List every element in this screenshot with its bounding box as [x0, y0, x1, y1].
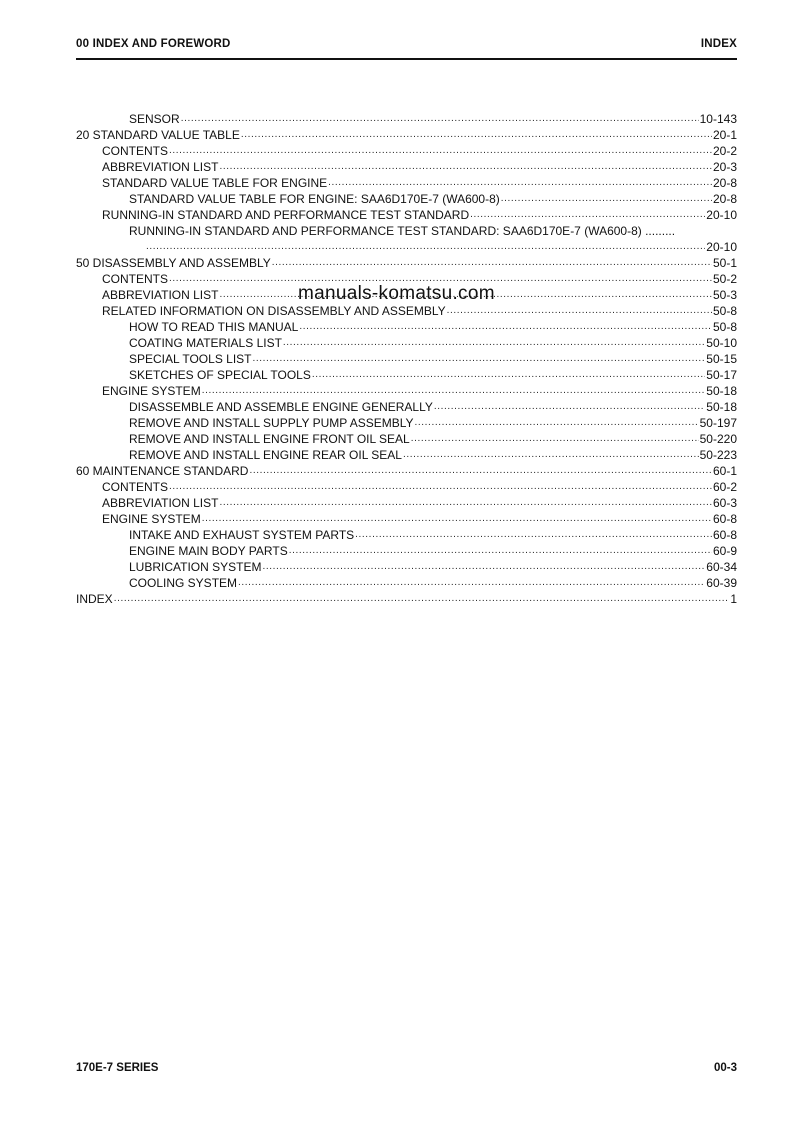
- toc-entry-title: DISASSEMBLE AND ASSEMBLE ENGINE GENERALLY: [129, 400, 433, 414]
- toc-entry-page: 50-18: [706, 384, 737, 398]
- toc-entry-page: 10-143: [699, 112, 737, 126]
- toc-entry[interactable]: [76, 206, 737, 222]
- toc-entry-title: SKETCHES OF SPECIAL TOOLS: [129, 368, 311, 382]
- toc-entry[interactable]: [76, 190, 737, 206]
- page-footer: [76, 1062, 737, 1078]
- toc-entry-page: 60-8: [712, 512, 737, 526]
- toc-entry[interactable]: [76, 126, 737, 142]
- toc-entry-page: 50-15: [706, 352, 737, 366]
- toc-dot-leader: [146, 242, 705, 254]
- toc-entry-page: 50-197: [699, 416, 737, 430]
- page-header: [76, 38, 737, 60]
- toc-entry[interactable]: [76, 110, 737, 126]
- toc-entry-title: ENGINE SYSTEM: [102, 512, 201, 526]
- toc-entry[interactable]: [76, 414, 737, 430]
- toc-entry-title: INTAKE AND EXHAUST SYSTEM PARTS: [129, 528, 355, 542]
- toc-entry-title: ENGINE SYSTEM: [102, 384, 201, 398]
- toc-entry-page: 20-10: [706, 208, 737, 222]
- toc-entry-page: 20-3: [712, 160, 737, 174]
- footer-page-number: 00-3: [713, 1062, 737, 1074]
- toc-entry-title: RELATED INFORMATION ON DISASSEMBLY AND ASSEMBLY: [102, 304, 446, 318]
- toc-entry-page: 50-1: [712, 256, 737, 270]
- toc-dot-leader: [289, 546, 712, 558]
- toc-entry[interactable]: [76, 526, 737, 542]
- toc-entry-page: 60-9: [712, 544, 737, 558]
- toc-entry-page: 20-8: [712, 192, 737, 206]
- toc-entry[interactable]: [76, 174, 737, 190]
- toc-dot-leader: [202, 386, 706, 398]
- toc-entry-page: 50-8: [712, 304, 737, 318]
- header-section-title: 00 INDEX AND FOREWORD: [76, 38, 231, 50]
- toc-dot-leader: [470, 210, 705, 222]
- toc-entry-page: 60-8: [712, 528, 737, 542]
- table-of-contents: [76, 110, 737, 606]
- toc-entry-title: ABBREVIATION LIST: [102, 288, 219, 302]
- toc-dot-leader: [114, 594, 730, 606]
- watermark-text: manuals-komatsu.com: [298, 283, 495, 304]
- toc-entry-title: REMOVE AND INSTALL ENGINE REAR OIL SEAL: [129, 448, 402, 462]
- toc-entry-page: 50-2: [712, 272, 737, 286]
- toc-dot-leader: [181, 114, 699, 126]
- toc-entry[interactable]: [76, 478, 737, 494]
- toc-dot-leader: [415, 418, 699, 430]
- toc-entry-page: 50-10: [706, 336, 737, 350]
- header-chapter-title: INDEX: [700, 38, 737, 50]
- toc-dot-leader: [447, 306, 712, 318]
- toc-entry[interactable]: [76, 222, 737, 238]
- toc-dot-leader: [202, 514, 712, 526]
- toc-entry-title: REMOVE AND INSTALL ENGINE FRONT OIL SEAL: [129, 432, 410, 446]
- toc-entry-page: 60-39: [706, 576, 737, 590]
- toc-entry[interactable]: [76, 494, 737, 510]
- toc-entry[interactable]: [76, 542, 737, 558]
- toc-entry[interactable]: [76, 510, 737, 526]
- toc-dot-leader: [434, 402, 705, 414]
- toc-dot-leader: [241, 130, 712, 142]
- toc-entry[interactable]: [76, 430, 737, 446]
- toc-entry-title: COATING MATERIALS LIST: [129, 336, 282, 350]
- toc-dot-leader: [299, 322, 712, 334]
- toc-entry-page: 50-8: [712, 320, 737, 334]
- toc-entry-page: 50-18: [706, 400, 737, 414]
- toc-dot-leader: [272, 258, 712, 270]
- toc-entry[interactable]: [76, 238, 737, 254]
- toc-entry[interactable]: [76, 334, 737, 350]
- toc-entry-title: REMOVE AND INSTALL SUPPLY PUMP ASSEMBLY: [129, 416, 414, 430]
- toc-entry-title: COOLING SYSTEM: [129, 576, 238, 590]
- toc-entry[interactable]: [76, 558, 737, 574]
- toc-entry-page: 20-2: [712, 144, 737, 158]
- toc-entry-page: 60-34: [706, 560, 737, 574]
- toc-entry-page: 60-1: [712, 464, 737, 478]
- toc-dot-leader: [238, 578, 705, 590]
- toc-entry-page: 60-3: [712, 496, 737, 510]
- toc-entry-title: 20 STANDARD VALUE TABLE: [76, 128, 240, 142]
- toc-entry-title: HOW TO READ THIS MANUAL: [129, 320, 299, 334]
- toc-entry-page: 20-8: [712, 176, 737, 190]
- toc-dot-leader: [501, 194, 712, 206]
- toc-entry-page: 50-17: [706, 368, 737, 382]
- toc-dot-leader: [355, 530, 712, 542]
- toc-entry-title: RUNNING-IN STANDARD AND PERFORMANCE TEST STANDARD: [102, 208, 470, 222]
- toc-entry-page: 60-2: [712, 480, 737, 494]
- toc-entry-page: 20-10: [706, 240, 737, 254]
- toc-entry[interactable]: [76, 590, 737, 606]
- toc-dot-leader: [219, 162, 711, 174]
- toc-dot-leader: [283, 338, 705, 350]
- toc-dot-leader: [403, 450, 699, 462]
- toc-entry-title: CONTENTS: [102, 144, 168, 158]
- toc-entry[interactable]: [76, 462, 737, 478]
- toc-entry-title: STANDARD VALUE TABLE FOR ENGINE: SAA6D170E-7 (WA600-8): [129, 192, 500, 206]
- toc-entry[interactable]: [76, 382, 737, 398]
- toc-entry-page: 50-220: [699, 432, 737, 446]
- toc-entry-title: ABBREVIATION LIST: [102, 160, 219, 174]
- toc-entry[interactable]: [76, 446, 737, 462]
- toc-dot-leader: [219, 498, 711, 510]
- toc-dot-leader: [253, 354, 706, 366]
- toc-entry-page: 20-1: [712, 128, 737, 142]
- toc-entry-page: 1: [730, 592, 737, 606]
- toc-dot-leader: [411, 434, 699, 446]
- toc-entry-title: 60 MAINTENANCE STANDARD: [76, 464, 249, 478]
- toc-entry[interactable]: [76, 574, 737, 590]
- toc-entry[interactable]: [76, 366, 737, 382]
- toc-entry[interactable]: [76, 254, 737, 270]
- toc-entry-title: CONTENTS: [102, 272, 168, 286]
- footer-series: 170E-7 SERIES: [76, 1062, 159, 1074]
- toc-entry[interactable]: [76, 142, 737, 158]
- toc-dot-leader: [169, 146, 712, 158]
- toc-entry-page: 50-3: [712, 288, 737, 302]
- toc-entry[interactable]: [76, 318, 737, 334]
- toc-entry-page: 50-223: [699, 448, 737, 462]
- toc-dot-leader: [249, 466, 711, 478]
- toc-entry-title: ABBREVIATION LIST: [102, 496, 219, 510]
- toc-entry-title: INDEX: [76, 592, 113, 606]
- toc-dot-leader: [169, 482, 712, 494]
- toc-entry[interactable]: [76, 398, 737, 414]
- toc-dot-leader: [312, 370, 705, 382]
- toc-entry-title: ENGINE MAIN BODY PARTS: [129, 544, 288, 558]
- toc-entry-title: SENSOR: [129, 112, 180, 126]
- toc-dot-leader: [262, 562, 705, 574]
- toc-entry[interactable]: [76, 158, 737, 174]
- toc-entry[interactable]: [76, 350, 737, 366]
- toc-entry-title: SPECIAL TOOLS LIST: [129, 352, 252, 366]
- toc-entry-title: RUNNING-IN STANDARD AND PERFORMANCE TEST STANDARD: SAA6D170E-7 (WA600-8) .........: [129, 224, 676, 238]
- toc-entry-title: 50 DISASSEMBLY AND ASSEMBLY: [76, 256, 271, 270]
- toc-entry-title: CONTENTS: [102, 480, 168, 494]
- toc-dot-leader: [328, 178, 712, 190]
- toc-entry-title: LUBRICATION SYSTEM: [129, 560, 262, 574]
- toc-entry-title: STANDARD VALUE TABLE FOR ENGINE: [102, 176, 328, 190]
